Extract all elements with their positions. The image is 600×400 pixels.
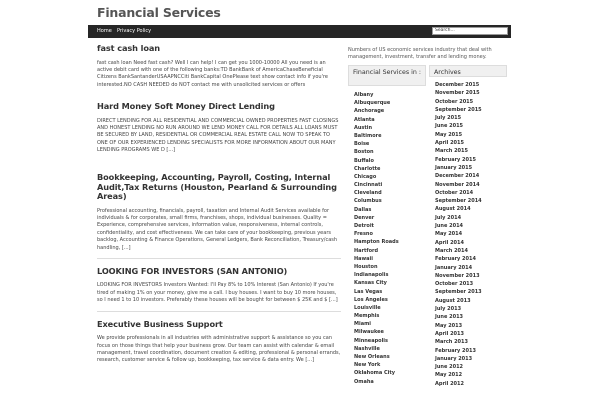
post-excerpt: LOOKING FOR INVESTORS Investors Wanted: I'll Pay 8% to 10% Interest (San Antonio) If you're tired of making 1% on your money, give me a call. I buy houses. I want to buy 10 more houses, so I need 1 to 10 investors. Preferably these houses will be bought for between $ 25K and $ [...] — [97, 282, 338, 304]
city-link[interactable]: Albany — [354, 92, 374, 98]
archive-link[interactable]: January 2014 — [435, 264, 473, 271]
city-link[interactable]: Austin — [354, 124, 373, 131]
city-link[interactable]: Fresno — [354, 231, 373, 238]
city-link[interactable]: Buffalo — [354, 157, 374, 164]
city-link[interactable]: Nashville — [354, 345, 380, 352]
archive-link[interactable]: October 2013 — [435, 281, 474, 288]
archive-link[interactable]: January 2015 — [435, 164, 473, 171]
site-header — [0, 0, 600, 25]
post-title[interactable]: LOOKING FOR INVESTORS (SAN ANTONIO) — [97, 265, 288, 276]
archive-link[interactable]: May 2012 — [435, 372, 463, 379]
archive-link[interactable]: June 2013 — [435, 314, 464, 321]
cities-widget — [348, 65, 426, 386]
city-link[interactable]: Memphis — [354, 313, 380, 320]
archive-link[interactable]: November 2013 — [435, 272, 480, 279]
search-input[interactable] — [432, 27, 508, 35]
archive-link[interactable]: March 2013 — [435, 339, 468, 346]
city-link[interactable]: Omaha — [354, 378, 374, 385]
city-link[interactable]: Boise — [354, 141, 370, 148]
city-link[interactable]: Anchorage — [354, 108, 385, 115]
archive-link[interactable]: May 2015 — [435, 131, 463, 138]
city-link[interactable]: Las Vegas — [354, 288, 383, 295]
post — [97, 267, 341, 305]
city-link[interactable]: Albuquerque — [354, 100, 391, 107]
archive-link[interactable]: February 2015 — [435, 156, 476, 163]
archive-link[interactable]: May 2014 — [435, 231, 463, 238]
city-link[interactable]: Los Angeles — [354, 296, 388, 303]
archive-link[interactable]: February 2013 — [435, 347, 476, 354]
archives-widget-title: Archives — [429, 65, 507, 77]
archive-link[interactable]: November 2014 — [435, 181, 480, 188]
site-title[interactable]: Financial Services — [97, 5, 221, 20]
post-divider — [97, 258, 341, 259]
archive-link[interactable]: January 2013 — [435, 355, 473, 362]
post-title[interactable]: Hard Money Soft Money Direct Lending — [97, 101, 275, 111]
archive-link[interactable]: March 2015 — [435, 148, 468, 155]
archive-link[interactable]: November 2015 — [435, 90, 480, 97]
archive-link[interactable]: July 2014 — [435, 214, 462, 221]
archives-widget — [429, 65, 507, 388]
city-link[interactable]: Detroit — [354, 223, 374, 229]
archive-link[interactable]: September 2014 — [435, 198, 482, 205]
nav-privacy-policy[interactable]: Privacy Policy — [117, 28, 152, 34]
archive-link[interactable]: April 2014 — [435, 239, 464, 246]
nav-home[interactable]: Home — [97, 28, 112, 34]
archive-link[interactable]: March 2014 — [435, 247, 468, 254]
city-link[interactable]: Baltimore — [354, 132, 382, 139]
archives-list — [429, 77, 507, 388]
city-link[interactable]: Hawaii — [354, 255, 373, 262]
sidebar — [348, 47, 510, 387]
city-link[interactable]: New Orleans — [354, 354, 390, 360]
city-link[interactable]: Cleveland — [354, 190, 382, 197]
archive-link[interactable]: August 2014 — [435, 206, 471, 213]
city-link[interactable]: Atlanta — [354, 116, 375, 123]
archive-link[interactable]: June 2015 — [435, 123, 464, 130]
city-link[interactable]: Kansas City — [354, 280, 387, 287]
archive-link[interactable]: September 2013 — [435, 289, 482, 296]
city-link[interactable]: Oklahoma City — [354, 370, 396, 377]
post-list — [97, 44, 341, 365]
city-link[interactable]: Columbus — [354, 198, 382, 205]
city-link[interactable]: Denver — [354, 214, 375, 221]
city-link[interactable]: Boston — [354, 149, 374, 156]
archive-link[interactable]: April 2012 — [435, 380, 464, 387]
archive-link[interactable]: April 2015 — [435, 140, 464, 147]
post — [97, 44, 341, 102]
city-link[interactable]: Hartford — [354, 247, 379, 254]
archive-link[interactable]: October 2015 — [435, 98, 474, 105]
city-link[interactable]: Louisville — [354, 304, 381, 311]
cities-widget-title: Financial Services in : — [348, 65, 426, 86]
city-link[interactable]: Charlotte — [354, 165, 381, 172]
city-link[interactable]: New York — [354, 362, 381, 369]
archive-link[interactable]: February 2014 — [435, 256, 476, 263]
archive-link[interactable]: April 2013 — [435, 330, 464, 337]
post — [97, 320, 341, 365]
city-link[interactable]: Minneapolis — [354, 337, 388, 344]
archive-link[interactable]: June 2012 — [435, 364, 464, 371]
post-excerpt: Professional accounting, financials, payroll, taxation and Internal Audit Services available for individuals & for corporates, small firms, franchises, shops, individual businesses. Quality = Experience, comprehensive services, information value, responsiveness, internal controls, confidentiality, and cost effectiveness. We can take care of your bookkeeping, previous years backlog, Accounting & Finance Operations, General Ledgers, Bank Reconciliation, Treasury/cash handling, [...] — [97, 207, 338, 251]
post-excerpt: DIRECT LENDING FOR ALL RESIDENTIAL AND COMMERCIAL OWNED PROPERTIES FAST CLOSINGS AND HONEST LENDING NO RUN AROUND WE LEND MONEY CALL FOR DETAILS ALL LOANS MUST BE SECURED BY LAND, RESIDENTIAL OR COMMERCIAL REAL ESTATE CALL NOW TO SPEAK TO ONE OF OUR EXPERIENCED LENDING SPECIALISTS FOR MORE INFORMATION ABOUT OUR MANY LENDING PROGRAMS WE D [...] — [97, 117, 339, 154]
city-link[interactable]: Hampton Roads — [354, 239, 399, 246]
city-link[interactable]: Milwaukee — [354, 329, 384, 336]
navbar — [88, 25, 511, 38]
archive-link[interactable]: July 2013 — [435, 306, 462, 313]
sidebar-intro: Numbers of US economic services industry that deal with management, investment, transfer and lending money. — [348, 47, 492, 61]
city-link[interactable]: Houston — [354, 263, 378, 270]
archive-link[interactable]: October 2014 — [435, 189, 474, 196]
archive-link[interactable]: June 2014 — [435, 223, 464, 230]
post-title[interactable]: Executive Business Support — [97, 318, 223, 329]
archive-link[interactable]: August 2013 — [435, 297, 471, 304]
post-title[interactable]: Bookkeeping, Accounting, Payroll, Costing, Internal Audit,Tax Returns (Houston, Pearland & Surrounding Areas) — [97, 172, 337, 201]
city-link[interactable]: Chicago — [354, 173, 377, 180]
cities-list — [348, 86, 426, 386]
archive-link[interactable]: September 2015 — [435, 106, 482, 113]
post — [97, 173, 341, 252]
post-excerpt: We provide professionals in all industries with administrative support & assistance so you can focus on those things that help your business grow. Our team can assist with calendar & email management, travel coordination, document creation & editing, professional & personal errands, research, customer service & follow up, bookkeeping, tax service & data entry. We [...] — [97, 335, 341, 364]
archive-link[interactable]: May 2013 — [435, 322, 463, 329]
post-title[interactable]: fast cash loan — [97, 43, 161, 53]
archive-link[interactable]: December 2014 — [435, 173, 480, 180]
post-divider — [97, 311, 341, 312]
archive-link[interactable]: July 2015 — [435, 115, 462, 122]
post-excerpt: fast cash loan Need fast cash? Well I can help! I can get you 1000-10000 All you need is an active debit card with one of the following banks:TD BankBank of AmericaChaseBeneficial Citizens BankSantanderUSAAPNCCiti BankCapital OnePlease text show contact info if you're interested.NO CASH NEEDED do NOT contact me with unsolicited services or offers — [97, 59, 328, 88]
city-link[interactable]: Miami — [354, 321, 371, 328]
city-link[interactable]: Indianapolis — [354, 272, 389, 279]
post — [97, 102, 341, 173]
city-link[interactable]: Cincinnati — [354, 182, 383, 189]
archive-link[interactable]: December 2015 — [435, 82, 480, 88]
city-link[interactable]: Dallas — [354, 206, 372, 213]
